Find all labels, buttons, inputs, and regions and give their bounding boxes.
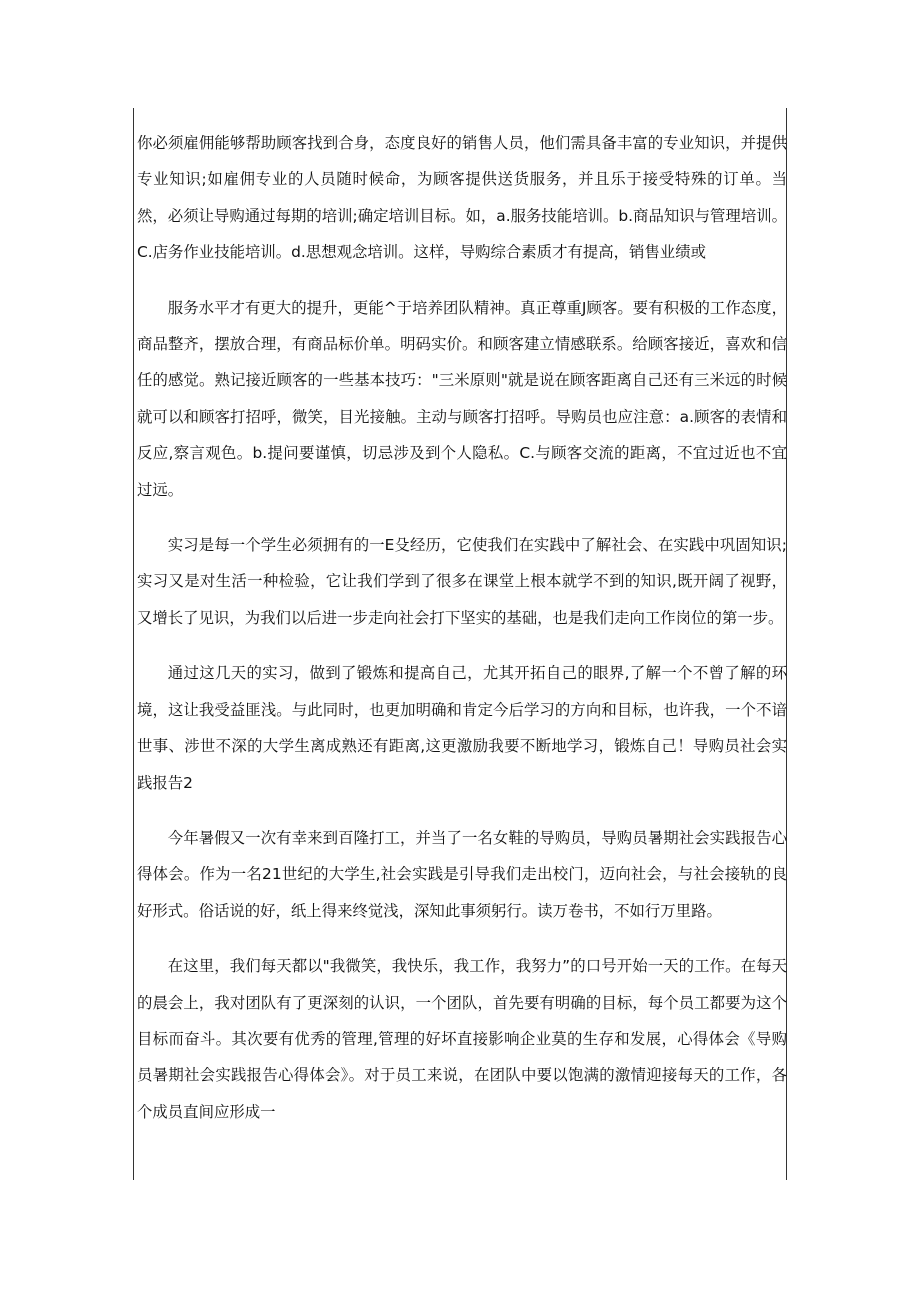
document-body [137,125,787,1130]
paragraph-1: 你必须雇佣能够帮助顾客找到合身，态度良好的销售人员，他们需具备丰富的专业知识，并提供专业知识;如雇佣专业的人员随时候命，为顾客提供送货服务，并且乐于接受特殊的订单。当然，必须让导购通过每期的培训;确定培训目标。如，a.服务技能培训。b.商品知识与管理培训。C.店务作业技能培训。d.思想观念培训。这样，导购综合素质才有提高，销售业绩或 [137,134,787,262]
paragraph-2: 服务水平才有更大的提升，更能^于培养团队精神。真正尊重J顾客。要有积极的工作态度，商品整齐，摆放合理，有商品标价单。明码实价。和顾客建立情感联系。给顾客接近，喜欢和信任的感觉。熟记接近顾客的一些基本技巧："三米原则"就是说在顾客距离自己还有三米远的时候就可以和顾客打招呼，微笑，目光接触。主动与顾客打招呼。导购员也应注意：a.顾客的表情和反应,察言观色。b.提问要谨慎，切忌涉及到个人隐私。C.与顾客交流的距离，不宜过近也不宜过远。 [137,298,787,499]
page-border-left [133,108,134,1180]
paragraph-3: 实习是每一个学生必须拥有的一E殳经历，它使我们在实践中了解社会、在实践中巩固知识;实习又是对生活一种检验，它让我们学到了很多在课堂上根本就学不到的知识,既开阔了视野，又增长了见识，为我们以后进一步走向社会打下坚实的基础，也是我们走向工作岗位的第一步。 [137,536,787,627]
paragraph-5: 今年暑假又一次有幸来到百隆打工，并当了一名女鞋的导购员，导购员暑期社会实践报告心得体会。作为一名21世纪的大学生,社会实践是引导我们走出校门，迈向社会，与社会接轨的良好形式。俗话说的好，纸上得来终觉浅，深知此事须躬行。读万卷书，不如行万里路。 [137,828,787,920]
paragraph-6: 在这里，我们每天都以"我微笑，我快乐，我工作，我努力”的口号开始一天的工作。在每天的晨会上，我对团队有了更深刻的认识，一个团队，首先要有明确的目标，每个员工都要为这个目标而奋斗。其次要有优秀的管理,管理的好坏直接影响企业莫的生存和发展，心得体会《导购员暑期社会实践报告心得体会》。对于员工来说，在团队中要以饱满的激情迎接每天的工作，各个成员直间应形成一 [137,957,787,1121]
paragraph-4: 通过这几天的实习，做到了锻炼和提高自己，尤其开拓自己的眼界,了解一个不曾了解的环境，这让我受益匪浅。与此同时，也更加明确和肯定今后学习的方向和目标，也许我，一个不谙世事、涉世不深的大学生离成熟还有距离,这更激励我要不断地学习，锻炼自己！导购员社会实践报告2 [137,664,787,792]
